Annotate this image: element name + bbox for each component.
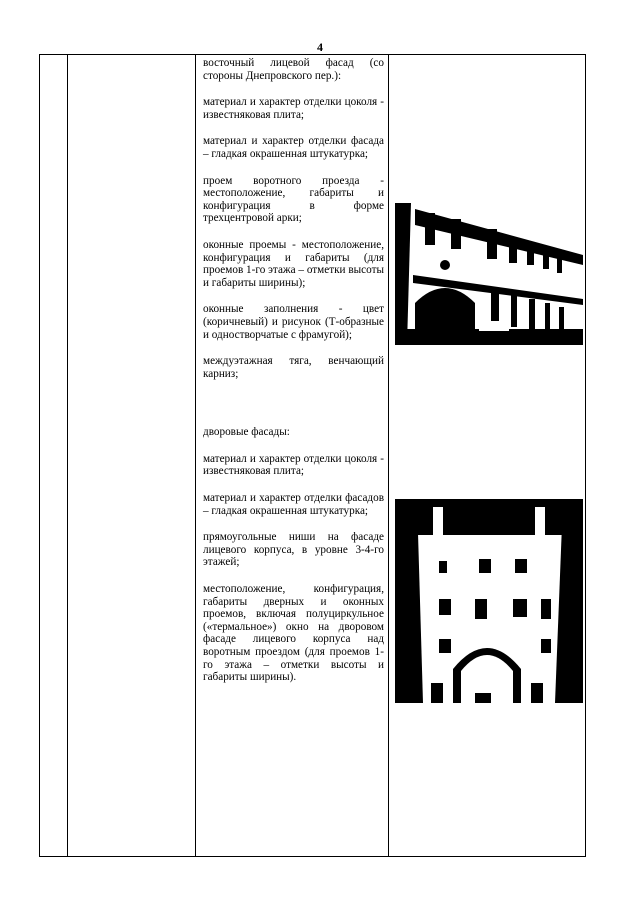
page-number: 4 xyxy=(317,40,323,54)
column-divider xyxy=(195,55,196,856)
paragraph: восточный лицевой фасад (со стороны Днепровского пер.): xyxy=(203,57,384,82)
description-column xyxy=(203,57,384,698)
column-divider xyxy=(67,55,68,856)
column-divider xyxy=(388,55,389,856)
paragraph: междуэтажная тяга, венчающий карниз; xyxy=(203,355,384,380)
paragraph: проем воротного проезда - местоположение, габариты и конфигурация в форме трехцентровой арки; xyxy=(203,174,384,225)
paragraph: оконные проемы - местоположение, конфигурация и габариты (для проемов 1-го этажа – отметки высоты и габариты ширины); xyxy=(203,238,384,289)
protection-subject-table xyxy=(39,54,586,857)
courtyard-facade-photo xyxy=(395,499,583,703)
paragraph: дворовые фасады: xyxy=(203,426,290,439)
paragraph: материал и характер отделки цоколя - известняковая плита; xyxy=(203,96,384,121)
paragraph: материал и характер отделки фасада – гладкая окрашенная штукатурка; xyxy=(203,135,384,160)
street-facade-photo xyxy=(395,203,583,345)
paragraph: материал и характер отделки фасадов – гладкая окрашенная штукатурка; xyxy=(203,492,384,517)
paragraph: местоположение, конфигурация, габариты дверных и оконных проемов, включая полуциркульное («термальное») окно на дворовом фасаде лицевого корпуса над воротным проездом (для проемов 1-го этажа – отметки высоты и габариты ширины). xyxy=(203,583,384,684)
paragraph: оконные заполнения - цвет (коричневый) и рисунок (Т-образные и одностворчатые с фрамугой); xyxy=(203,303,384,341)
paragraph: материал и характер отделки цоколя - известняковая плита; xyxy=(203,452,384,478)
paragraph: прямоугольные ниши на фасаде лицевого корпуса, в уровне 3-4-го этажей; xyxy=(203,531,384,569)
